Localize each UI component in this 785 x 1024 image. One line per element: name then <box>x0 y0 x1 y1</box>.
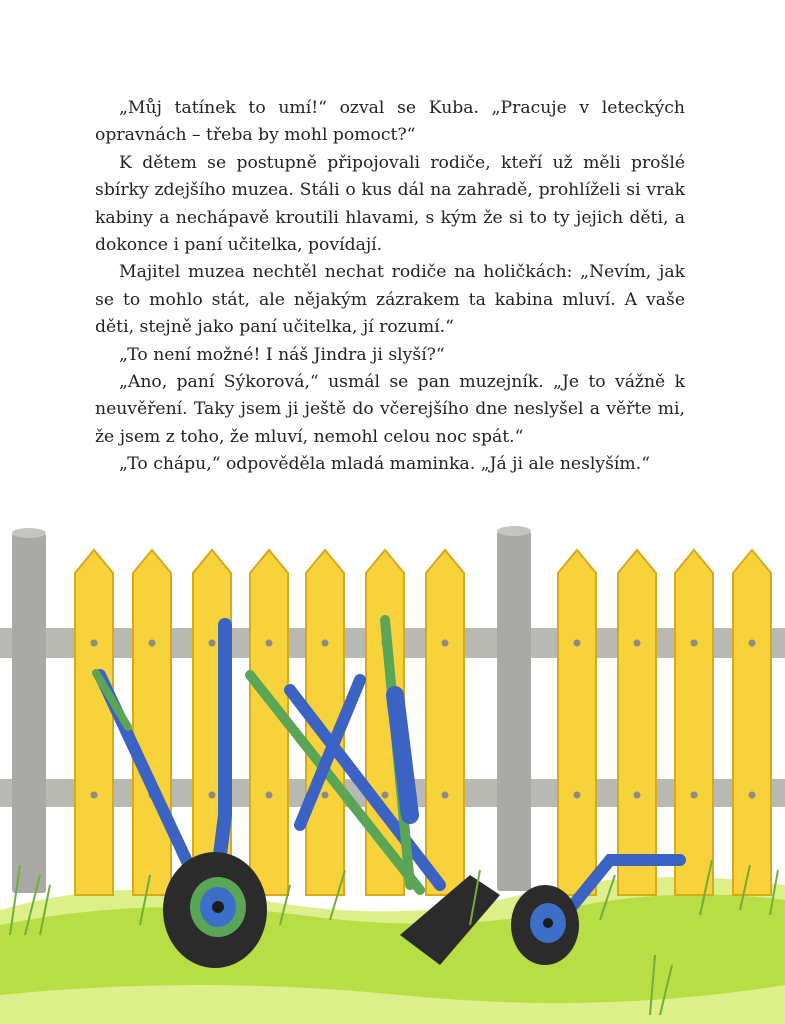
nail <box>266 792 273 799</box>
nail <box>574 640 581 647</box>
nail <box>209 792 216 799</box>
fence-picket <box>558 550 596 895</box>
paragraph: Majitel muzea nechtěl nechat rodiče na holičkách: „Nevím, jak se to mohlo stát, ale nějakým zázrakem ta kabina mluví. A vaše děti, stejně jako paní učitelka, jí rozumí.“ <box>95 262 685 338</box>
nail <box>634 640 641 647</box>
nail <box>691 792 698 799</box>
wheel-left <box>163 852 267 968</box>
fence-picket <box>426 550 464 895</box>
fence-picket <box>75 550 113 895</box>
nail <box>382 792 389 799</box>
fence-picket <box>675 550 713 895</box>
nail <box>209 640 216 647</box>
nail <box>91 640 98 647</box>
paragraph: „To není možné! I náš Jindra ji slyší?“ <box>119 344 445 365</box>
fence-picket <box>733 550 771 895</box>
wheel-right <box>511 885 579 965</box>
story-text <box>95 95 685 479</box>
nail <box>634 792 641 799</box>
nail <box>749 640 756 647</box>
nail <box>266 640 273 647</box>
fence-picket <box>618 550 656 895</box>
fence-picket <box>133 550 171 895</box>
fence-illustration <box>0 515 785 1024</box>
nail <box>322 792 329 799</box>
paragraph: „Můj tatínek to umí!“ ozval se Kuba. „Pracuje v leteckých opravnách – třeba by mohl pomoct?“ <box>95 98 685 146</box>
nail <box>149 640 156 647</box>
nail <box>691 640 698 647</box>
nail <box>574 792 581 799</box>
paragraph: „To chápu,“ odpověděla mladá maminka. „Já ji ale neslyším.“ <box>119 454 650 475</box>
grass-ground <box>0 877 785 1024</box>
nail <box>442 640 449 647</box>
nail <box>749 792 756 799</box>
paragraph: „Ano, paní Sýkorová,“ usmál se pan muzejník. „Je to vážně k neuvěření. Taky jsem ji ještě do včerejšího dne neslyšel a věřte mi, že jsem z toho, že mluví, nemohl celou noc spát.“ <box>95 372 685 447</box>
paragraph: K dětem se postupně připojovali rodiče, kteří už měli prošlé sbírky zdejšího muzea. Stáli o kus dál na zahradě, prohlíželi si vrak kabiny a nechápavě kroutili hlavami, s kým že si to ty jejich děti, a dokonce i paní učitelka, povídají. <box>95 152 685 256</box>
nail <box>322 640 329 647</box>
nail <box>442 792 449 799</box>
nail <box>91 792 98 799</box>
